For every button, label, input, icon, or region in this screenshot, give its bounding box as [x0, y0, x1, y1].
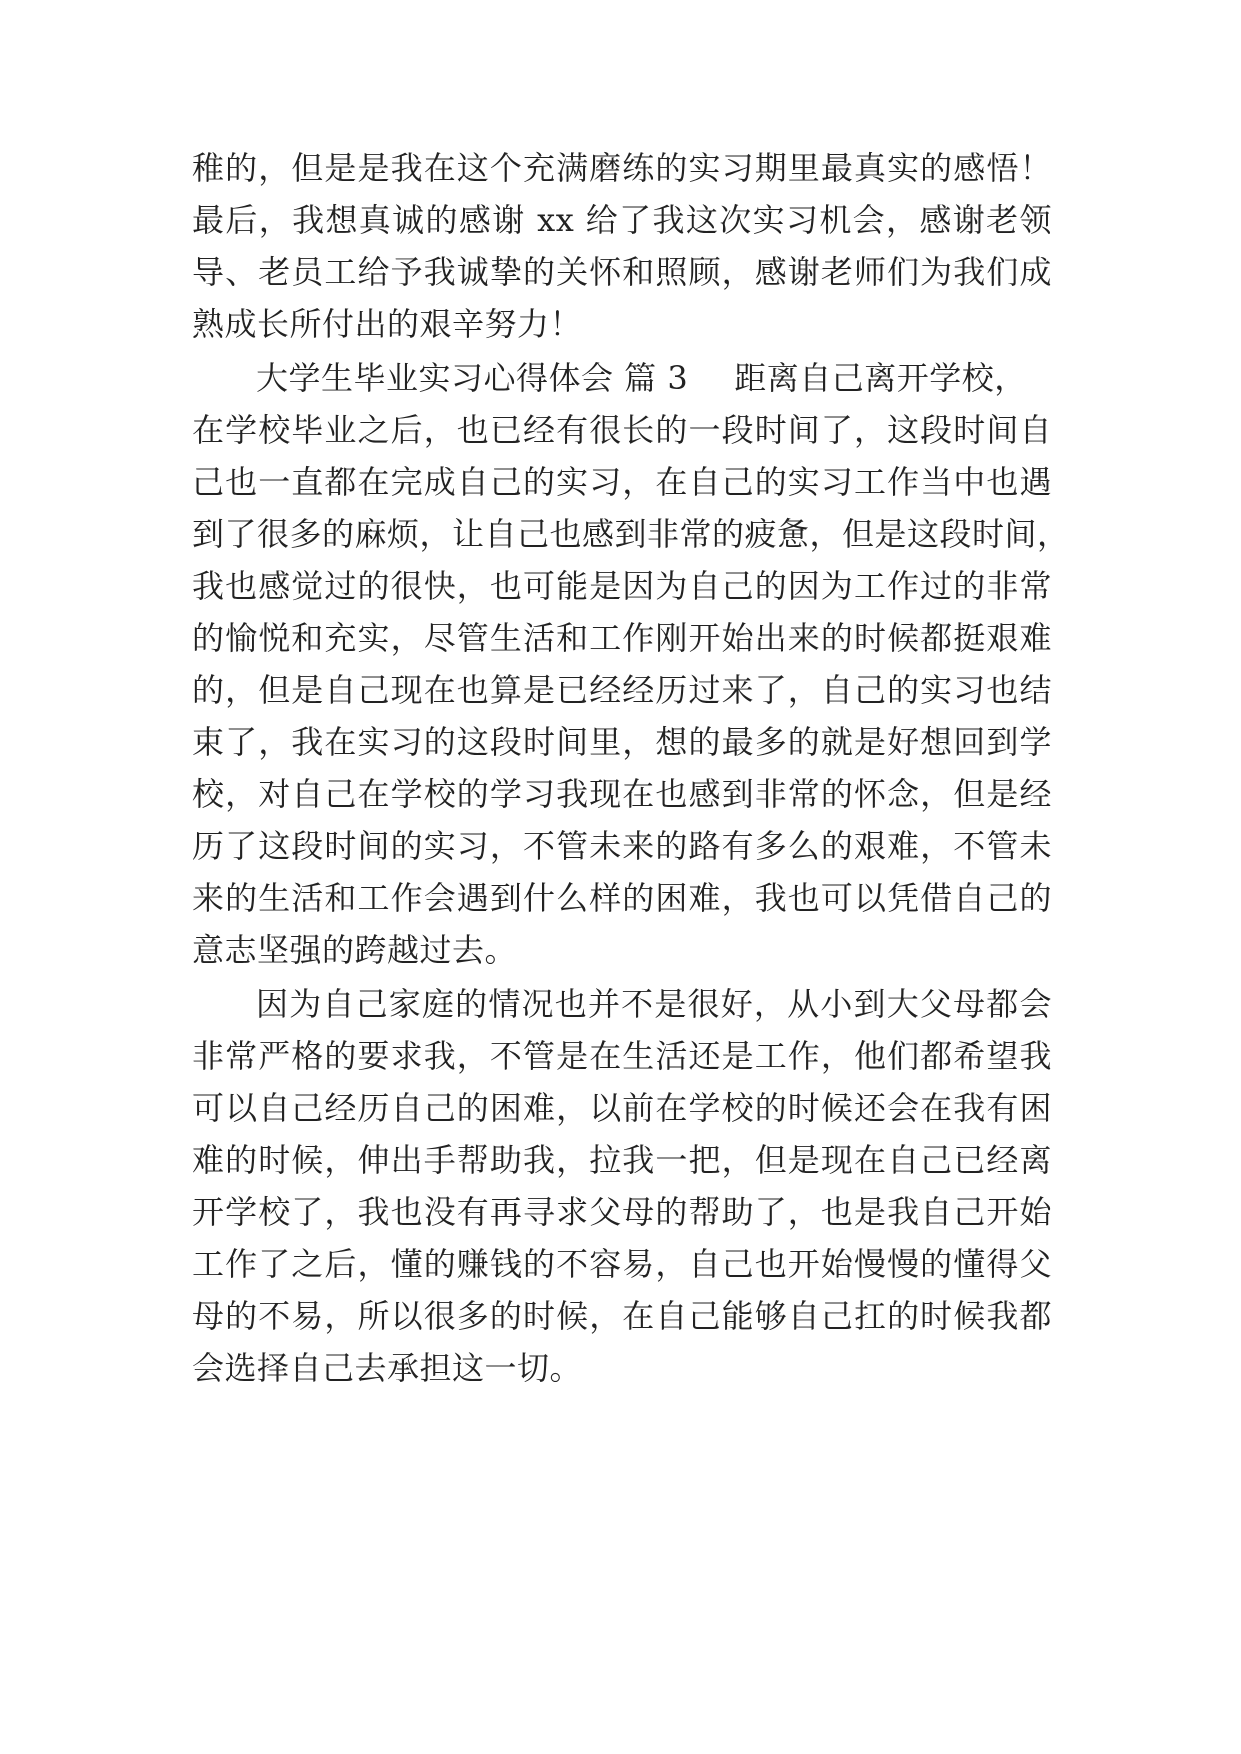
- paragraph-2-line-3: 到了很多的麻烦，让自己也感到非常的疲惫，但是这段时间，: [192, 515, 1070, 553]
- paragraph-2-line-10: 来的生活和工作会遇到什么样的困难，我也可以凭借自己的: [192, 879, 1052, 917]
- paragraph-2-line-9: 历了这段时间的实习，不管未来的路有多么的艰难，不管未: [192, 827, 1052, 865]
- paragraph-3-line-7: 母的不易，所以很多的时候，在自己能够自己扛的时候我都: [192, 1297, 1052, 1335]
- paragraph-1-line-2: 最后，我想真诚的感谢 xx 给了我这次实习机会，感谢老领: [192, 201, 1052, 239]
- paragraph-2-line-11: 意志坚强的跨越过去。: [192, 931, 518, 969]
- section-heading-line: [256, 358, 1052, 398]
- paragraph-3-line-6: 工作了之后，懂的赚钱的不容易，自己也开始慢慢的懂得父: [192, 1245, 1052, 1283]
- paragraph-2-line-6: 的，但是自己现在也算是已经经历过来了，自己的实习也结: [192, 671, 1052, 709]
- paragraph-2-line-4: 我也感觉过的很快，也可能是因为自己的因为工作过的非常: [192, 567, 1052, 605]
- paragraph-2-line-2: 己也一直都在完成自己的实习，在自己的实习工作当中也遇: [192, 463, 1052, 501]
- paragraph-2-line-1: 在学校毕业之后，也已经有很长的一段时间了，这段时间自: [192, 411, 1052, 449]
- paragraph-2-line-5: 的愉悦和充实，尽管生活和工作刚开始出来的时候都挺艰难: [192, 619, 1052, 657]
- paragraph-2-first-line: 距离自己离开学校，: [734, 359, 1027, 397]
- paragraph-1-line-1: 稚的，但是是我在这个充满磨练的实习期里最真实的感悟！: [192, 149, 1052, 187]
- paragraph-3-line-3: 可以自己经历自己的困难，以前在学校的时候还会在我有困: [192, 1089, 1052, 1127]
- paragraph-1-line-3: 导、老员工给予我诚挚的关怀和照顾，感谢老师们为我们成: [192, 253, 1052, 291]
- paragraph-3-line-2: 非常严格的要求我，不管是在生活还是工作，他们都希望我: [192, 1037, 1052, 1075]
- paragraph-3-line-8: 会选择自己去承担这一切。: [192, 1349, 583, 1387]
- paragraph-2-line-8: 校，对自己在学校的学习我现在也感到非常的怀念，但是经: [192, 775, 1052, 813]
- paragraph-1-line-4: 熟成长所付出的艰辛努力！: [192, 305, 583, 343]
- paragraph-3-line-1: 因为自己家庭的情况也并不是很好，从小到大父母都会: [256, 985, 1052, 1023]
- paragraph-3-line-4: 难的时候，伸出手帮助我，拉我一把，但是现在自己已经离: [192, 1141, 1052, 1179]
- paragraph-2-line-7: 束了，我在实习的这段时间里，想的最多的就是好想回到学: [192, 723, 1052, 761]
- paragraph-3-line-5: 开学校了，我也没有再寻求父母的帮助了，也是我自己开始: [192, 1193, 1052, 1231]
- section-heading: 大学生毕业实习心得体会 篇 3: [256, 359, 689, 397]
